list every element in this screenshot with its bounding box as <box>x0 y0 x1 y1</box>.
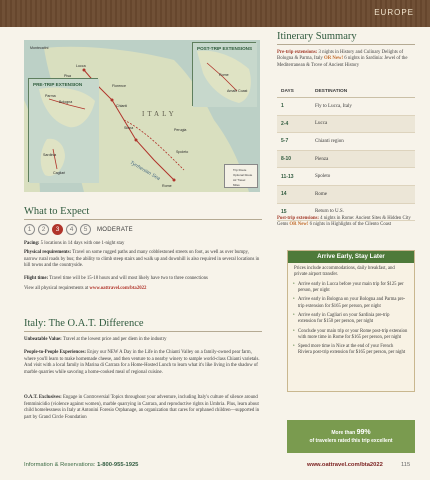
post-trip-extensions <box>277 216 415 229</box>
map-label-siena: Siena <box>124 126 134 130</box>
row-days: 1 <box>281 103 284 110</box>
legend-optional-route: Optional Route <box>233 173 253 177</box>
badge-percent: 99% <box>356 429 371 436</box>
itinerary-rows <box>277 98 415 221</box>
pre-trip-label: Pre-trip extensions: <box>277 50 318 55</box>
physical-value: Travel on some rugged paths and many cobblestoned streets on foot, as well as over bumpy, narrow rural roads by bus; the ability to climb steep stairs and walk up and downhill is also required in several locations in hill towns and the countryside. <box>24 250 260 269</box>
map-label-bologna: Bologna <box>59 100 73 104</box>
list-item: • Spend more time in Nice at the end of your French Riviera post-trip extension for $165 per person, per night <box>298 344 408 357</box>
oat-exclusives-label: O.A.T. Exclusives: <box>24 395 62 400</box>
oat-exclusives-text <box>24 395 262 421</box>
view-requirements <box>24 286 262 293</box>
badge-line1: More than <box>331 430 356 436</box>
rating-badge <box>287 420 415 453</box>
map-label-montecatini: Montecatini <box>30 46 49 50</box>
level-2: 2 <box>38 224 49 235</box>
col-destination: DESTINATION <box>315 89 348 94</box>
row-days: 2-4 <box>281 120 289 127</box>
map-label-sea: Tyrrhenian Sea <box>128 159 162 183</box>
map-label-sardinia: Sardinia <box>43 153 57 157</box>
level-1: 1 <box>24 224 35 235</box>
trip-map <box>24 40 260 192</box>
map-label-perugia: Perugia <box>174 128 187 132</box>
value-value: Travel at the lowest price and per diem in the industry <box>62 337 167 342</box>
section-divider <box>24 219 262 220</box>
people-label: People-to-People Experiences: <box>24 350 86 355</box>
post-trip-inset-title: POST-TRIP EXTENSIONS <box>197 46 253 51</box>
map-label-pisa: Pisa <box>64 74 71 78</box>
pre-trip-text: 3 nights in History and Culinary Delights of Bologna & Parma, Italy <box>277 50 404 62</box>
list-item: • Arrive early in Bologna on your Bologna and Parma pre-trip extension for $165 per person, per night <box>298 297 408 310</box>
table-row <box>277 116 415 134</box>
flight-value: Travel time will be 15-18 hours and will most likely have two to three connections <box>49 276 208 281</box>
map-label-lucca: Lucca <box>76 64 86 68</box>
oat-exclusives-value: Engage in Controversial Topics throughout your adventure, including Italy's culture of silence around femminicidio (violence against women), marble quarrying in Carrara, and reproductive rights in Umbria. Plus, learn about child homelessness in Italy at Antonini Foresio Orphanage, an organization that cares for orphaned children—supported in part by Grand Circle Foundation <box>24 395 260 420</box>
pre-trip-or: OR New! <box>324 56 344 62</box>
map-label-country: ITALY <box>142 110 177 118</box>
page-number: 115 <box>401 462 411 468</box>
row-dest: Rome <box>315 191 327 197</box>
flight-text <box>24 276 262 283</box>
people-text <box>24 350 262 376</box>
table-row <box>277 151 415 169</box>
requirements-link[interactable]: www.oattravel.com/bta2022 <box>89 286 147 291</box>
itinerary-divider <box>277 44 415 45</box>
table-row <box>277 168 415 186</box>
row-days: 8-10 <box>281 156 292 163</box>
pre-trip-inset <box>28 78 98 182</box>
level-3-selected: 3 <box>52 224 63 235</box>
footer-url[interactable]: www.oattravel.com/bta2022 <box>307 462 383 468</box>
row-days: 14 <box>281 191 287 198</box>
row-dest: Fly to Lucca, Italy <box>315 103 352 109</box>
map-label-cagliari: Cagliari <box>53 171 66 175</box>
flight-label: Flight time: <box>24 276 49 281</box>
list-item: • Arrive early in Cagliari on your Sardinia pre-trip extension for $150 per person, per night <box>298 313 408 326</box>
pre-trip-text2: 6 nights in Sardinia: Jewel of the Mediterranean & Trove of Ancient History <box>277 56 408 68</box>
map-label-florence: Florence <box>112 84 126 88</box>
badge-line2: of travelers rated this trip excellent <box>309 437 393 444</box>
list-item: • Arrive early in Lucca before your main trip for $125 per person, per night <box>298 282 408 295</box>
pre-trip-inset-graphic <box>29 79 99 183</box>
pacing-text <box>24 241 262 248</box>
arrive-early-title: Arrive Early, Stay Later <box>288 251 414 263</box>
footer-info <box>24 462 138 468</box>
map-label-spoleto: Spoleto <box>176 150 189 154</box>
map-label-amalfi: Amalfi Coast <box>227 89 248 93</box>
table-row <box>277 98 415 116</box>
legend-miles: Miles <box>233 183 240 187</box>
map-label-parma: Parma <box>45 94 56 98</box>
region-label: EUROPE <box>374 8 414 17</box>
itinerary-table <box>277 86 415 221</box>
row-days: 15 <box>281 208 287 215</box>
legend-air-travel: Air Travel <box>233 178 246 182</box>
value-text <box>24 337 262 344</box>
post-trip-inset <box>192 42 256 106</box>
col-days: DAYS <box>281 89 294 94</box>
pre-trip-inset-title: PRE-TRIP EXTENSION <box>33 82 83 87</box>
physical-label: Physical requirements: <box>24 250 72 255</box>
arrive-early-list <box>288 282 414 357</box>
row-dest: Lucca <box>315 121 328 127</box>
what-to-expect-title: What to Expect <box>24 206 90 217</box>
map-label-rome-inset: Rome <box>219 73 229 77</box>
row-dest: Pienza <box>315 156 329 162</box>
footer-info-label: Information & Reservations: <box>24 462 96 468</box>
row-dest: Spoleto <box>315 174 331 180</box>
post-trip-text: 4 nights in Rome: Ancient Sites & Hidden City Gems <box>277 216 411 228</box>
pacing-label: Pacing: <box>24 241 40 246</box>
row-days: 5-7 <box>281 138 289 145</box>
arrive-early-box <box>287 250 415 392</box>
legend-trip-route: Trip Route <box>233 168 247 172</box>
pacing-value: 5 locations in 14 days with one 1-night stay <box>40 241 125 246</box>
section-divider-2 <box>24 331 262 332</box>
row-days: 11-13 <box>281 173 294 180</box>
oat-difference-title: Italy: The O.A.T. Difference <box>24 318 144 329</box>
post-trip-or: OR New! <box>289 222 309 228</box>
post-trip-label: Post-trip extensions: <box>277 216 319 221</box>
map-label-chianti: Chianti <box>116 104 128 108</box>
itinerary-title: Itinerary Summary <box>277 31 357 42</box>
level-4: 4 <box>66 224 77 235</box>
row-dest: Return to U.S. <box>315 209 344 215</box>
level-label: MODERATE <box>97 226 133 233</box>
level-5: 5 <box>80 224 91 235</box>
row-dest: Chianti region <box>315 138 344 144</box>
view-text: View all physical requirements at <box>24 286 89 291</box>
footer-phone[interactable]: 1-800-955-1925 <box>97 462 139 468</box>
map-label-rome: Rome <box>162 184 172 188</box>
people-value: Enjoy our NEW A Day in the Life in the Chianti Valley on a family-owned pear farm, where you'll learn to make homemade cheese, and then venture to a nearby winery to sample world-class Chianti varietals. And visit with a local family in Marina di Carrara for a Home-Hosted Lunch to learn what it's like living in the shadow of marble quarries while savoring a home-cooked meal of regional cuisine. <box>24 350 260 375</box>
arrive-early-intro: Prices include accommodations, daily breakfast, and private airport transfer. <box>294 266 395 278</box>
table-row <box>277 186 415 204</box>
map-legend <box>224 164 258 188</box>
list-item: • Conclude your main trip or your Rome post-trip extension with more time in Rome for $165 per person, per night <box>298 329 408 342</box>
itinerary-header <box>277 86 415 98</box>
top-banner <box>0 0 430 27</box>
post-trip-text2: 6 nights in Highlights of the Cilento Coast <box>309 222 392 228</box>
pre-trip-extensions <box>277 50 415 69</box>
activity-level-scale <box>24 224 133 235</box>
physical-text <box>24 250 262 270</box>
value-label: Unbeatable Value: <box>24 337 62 342</box>
table-row <box>277 133 415 151</box>
